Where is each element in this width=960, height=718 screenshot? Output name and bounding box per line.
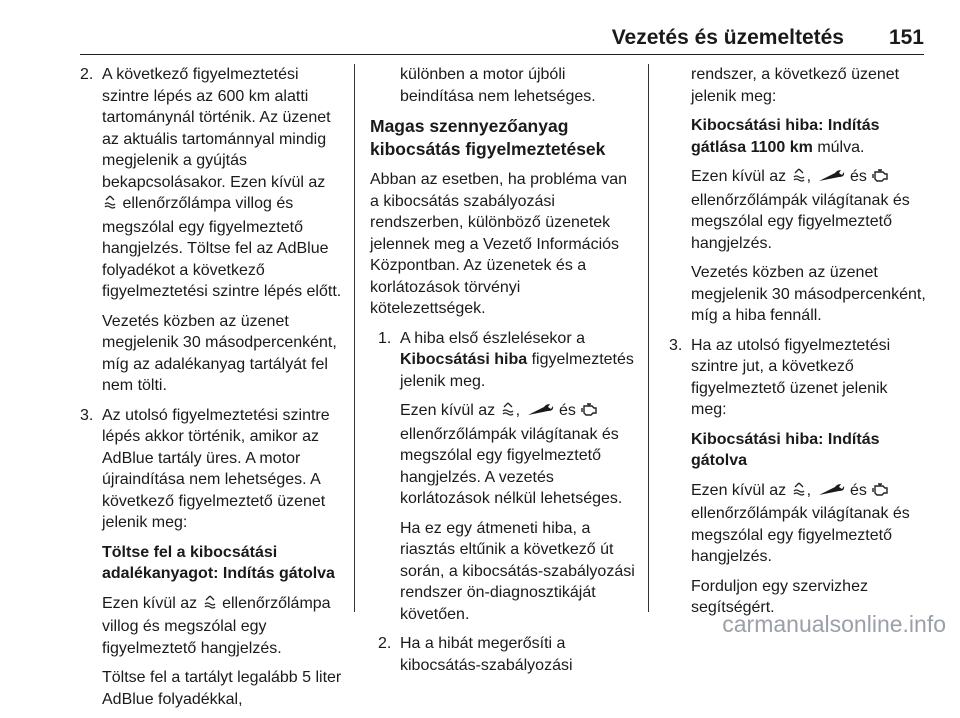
page-header xyxy=(0,0,960,56)
paragraph xyxy=(691,115,927,158)
paragraph-text: Ezen kívül az xyxy=(691,481,787,499)
column-divider xyxy=(648,64,649,612)
list-item xyxy=(80,405,342,711)
adblue-warning-icon xyxy=(792,168,806,190)
paragraph-text: Ha az utolsó figyelmeztetési szintre jut, a következő figyelmeztető üzenet jelenik meg: xyxy=(691,336,891,418)
paragraph xyxy=(691,480,927,568)
paragraph-text: figyelmeztetés jelenik meg. xyxy=(400,351,634,390)
separator: , xyxy=(806,481,812,499)
engine-check-icon xyxy=(581,402,599,424)
list-number: 2. xyxy=(80,66,94,83)
adblue-warning-icon xyxy=(103,195,117,217)
column-divider xyxy=(354,64,355,612)
paragraph: Ha ez egy átmeneti hiba, a riasztás eltűnik a következő út során, a kibocsátás-szabályozási rendszer ön-diagnosztikáját követően. xyxy=(400,519,635,623)
paragraph-text: ellenőrzőlámpa villog és megszólal egy figyelmeztető hangjelzés. xyxy=(102,594,331,657)
paragraph-text: ellenőrzőlámpák világítanak és megszólal egy figyelmeztető hangjelzés. xyxy=(691,191,910,252)
header-rule xyxy=(80,54,924,55)
paragraph: Abban az esetben, ha probléma van a kibocsátás szabályozási rendszerben, különböző üzenetek jelennek meg a Vezető Információs Központban. Az üzenetek és a korlátozások törvényi kötelezettségek. xyxy=(370,171,628,317)
list-item xyxy=(378,328,636,626)
list-item xyxy=(80,64,342,397)
paragraph: különben a motor újbóli beindítása nem lehetséges. xyxy=(400,66,596,105)
separator: , xyxy=(806,168,812,185)
paragraph-text: és xyxy=(849,481,867,499)
paragraph-text: A következő figyelmeztetési szintre lépés az 600 km alatti tartománynál történik. Az üzenet az aktuális tartománnyal mindig megjelenik a gyújtás bekapcsolásakor. Ezen kívül az xyxy=(102,66,331,191)
paragraph: Töltse fel a tartályt legalább 5 liter AdBlue folyadékkal, xyxy=(102,669,342,708)
wrench-icon xyxy=(526,402,554,424)
paragraph xyxy=(102,593,342,660)
paragraph-text: Ezen kívül az xyxy=(400,402,496,419)
paragraph-text: ellenőrzőlámpák világítanak és megszólal egy figyelmeztető hangjelzés. xyxy=(691,505,910,565)
list-number: 1. xyxy=(378,329,392,347)
paragraph: Vezetés közben az üzenet megjelenik 30 másodpercenként, míg az adalékanyag tartályát fel nem tölti. xyxy=(102,312,337,394)
list-number: 2. xyxy=(378,635,392,652)
adblue-warning-icon xyxy=(501,402,515,424)
warning-message: Kibocsátási hiba xyxy=(400,351,528,368)
paragraph-text: ellenőrzőlámpák világítanak és megszólal egy figyelmeztető hangjelzés. A vezetés korlátozások nélkül lehetséges. xyxy=(400,425,623,507)
list-number: 3. xyxy=(669,336,683,354)
paragraph: Forduljon egy szervizhez segítségért. xyxy=(691,577,868,616)
paragraph-text: és xyxy=(849,168,867,185)
warning-message: Töltse fel a kibocsátási adalékanyagot: Indítás gátolva xyxy=(102,543,335,582)
paragraph: Vezetés közben az üzenet megjelenik 30 másodpercenként, míg a hiba fennáll. xyxy=(691,264,926,324)
separator: , xyxy=(515,402,521,419)
section-title: Vezetés és üzemeltetés xyxy=(611,26,844,49)
paragraph: rendszer, a következő üzenet jelenik meg: xyxy=(691,66,900,105)
engine-check-icon xyxy=(872,482,890,504)
column-3 xyxy=(669,64,927,627)
paragraph-text: és xyxy=(558,402,576,419)
list-item xyxy=(669,335,927,619)
warning-message: Kibocsátási hiba: Indítás gátolva xyxy=(691,430,880,469)
column-1 xyxy=(80,64,342,718)
paragraph-text: Ha a hibát megerősíti a kibocsátás-szabályozási xyxy=(400,635,573,674)
wrench-icon xyxy=(817,482,845,504)
section-heading: Magas szennyezőanyag kibocsátás figyelmeztetések xyxy=(370,116,606,159)
wrench-icon xyxy=(817,168,845,190)
column-2 xyxy=(370,64,636,684)
paragraph-text: ellenőrzőlámpa villog és megszólal egy figyelmeztető hangjelzés. Töltse fel az AdBlue folyadékot a következő figyelmeztetési szintre lépés előtt. xyxy=(102,195,342,300)
paragraph-text: A hiba első észlelésekor a xyxy=(400,329,585,347)
page-number: 151 xyxy=(888,26,924,49)
paragraph-text: Ezen kívül az xyxy=(691,168,787,185)
list-item-continuation xyxy=(669,64,927,327)
watermark: carmanualsonline.info xyxy=(722,611,946,637)
adblue-warning-icon xyxy=(792,482,806,504)
paragraph-text: múlva. xyxy=(817,138,865,156)
list-item xyxy=(378,633,636,676)
paragraph-text: Ezen kívül az xyxy=(102,594,198,612)
paragraph-text: Az utolsó figyelmeztetési szintre lépés akkor történik, amikor az AdBlue tartály üres. A motor újraindítása nem lehetséges. A következő figyelmeztető üzenet jelenik meg: xyxy=(102,406,330,531)
adblue-warning-icon xyxy=(203,595,217,617)
list-number: 3. xyxy=(80,406,94,424)
engine-check-icon xyxy=(872,168,890,190)
paragraph xyxy=(400,400,636,510)
warning-message: Kibocsátási hiba: Indítás gátlása 1100 km xyxy=(691,117,880,156)
paragraph xyxy=(691,166,927,254)
